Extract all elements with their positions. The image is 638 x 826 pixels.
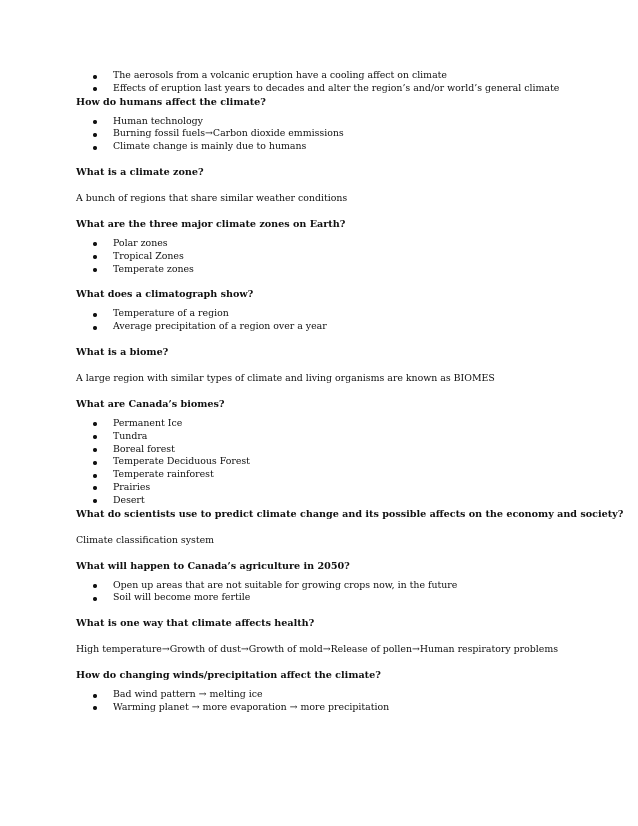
answer-climate-zone: A bunch of regions that share similar weather conditions <box>76 192 348 204</box>
list-item-text: Tundra <box>113 430 148 442</box>
list-item <box>76 116 596 129</box>
bullet-dot-icon <box>93 313 97 317</box>
answer-biome: A large region with similar types of climate and living organisms are known as BIOMES <box>76 372 495 384</box>
question-climatograph: What does a climatograph show? <box>76 289 254 301</box>
list-item <box>76 128 596 141</box>
bullet-dot-icon <box>93 706 97 710</box>
bullet-dot-icon <box>93 499 97 503</box>
list-item <box>76 251 596 264</box>
list-item <box>76 238 596 251</box>
question-predict-climate-change: What do scientists use to predict climate change and its possible affects on the economy and society? <box>76 508 624 520</box>
bullet-dot-icon <box>93 422 97 426</box>
question-biome: What is a biome? <box>76 346 169 358</box>
biomes-bullet-list <box>76 418 596 508</box>
question-climate-health: What is one way that climate affects health? <box>76 618 315 630</box>
intro-bullet-list <box>76 70 596 96</box>
bullet-dot-icon <box>93 242 97 246</box>
list-item-text: Polar zones <box>113 237 168 249</box>
answer-climate-health: High temperature→Growth of dust→Growth of mold→Release of pollen→Human respiratory problems <box>76 644 559 656</box>
list-item-text: Boreal forest <box>113 443 175 455</box>
list-item-text: Temperate Deciduous Forest <box>113 456 250 468</box>
list-item <box>76 689 596 702</box>
list-item <box>76 308 596 321</box>
list-item <box>76 456 596 469</box>
list-item-text: The aerosols from a volcanic eruption have a cooling affect on climate <box>113 70 447 81</box>
list-item <box>76 482 596 495</box>
list-item <box>76 321 596 334</box>
bullet-dot-icon <box>93 694 97 698</box>
list-item <box>76 264 596 277</box>
list-item <box>76 83 596 96</box>
question-humans-affect-climate: How do humans affect the climate? <box>76 96 266 108</box>
list-item <box>76 592 596 605</box>
bullet-dot-icon <box>93 474 97 478</box>
list-item-text: Burning fossil fuels→Carbon dioxide emmissions <box>113 128 344 140</box>
question-canada-biomes: What are Canada’s biomes? <box>76 398 225 410</box>
list-item <box>76 702 596 715</box>
bullet-dot-icon <box>93 435 97 439</box>
bullet-dot-icon <box>93 584 97 588</box>
list-item <box>76 141 596 154</box>
bullet-dot-icon <box>93 461 97 465</box>
list-item <box>76 580 596 593</box>
list-item <box>76 469 596 482</box>
list-item-text: Average precipitation of a region over a year <box>113 321 327 333</box>
document-page <box>76 70 624 715</box>
bullet-dot-icon <box>93 133 97 137</box>
climatograph-bullet-list <box>76 308 596 334</box>
list-item-text: Bad wind pattern → melting ice <box>113 689 263 701</box>
winds-bullet-list <box>76 689 596 715</box>
list-item-text: Temperate zones <box>113 263 194 275</box>
list-item-text: Permanent Ice <box>113 417 183 429</box>
list-item-text: Temperature of a region <box>113 308 229 320</box>
bullet-dot-icon <box>93 326 97 330</box>
list-item-text: Tropical Zones <box>113 250 184 262</box>
list-item <box>76 431 596 444</box>
list-item <box>76 495 596 508</box>
bullet-dot-icon <box>93 75 97 79</box>
list-item-text: Open up areas that are not suitable for growing crops now, in the future <box>113 579 458 591</box>
list-item-text: Desert <box>113 494 145 506</box>
question-agriculture-2050: What will happen to Canada’s agriculture in 2050? <box>76 560 350 572</box>
bullet-dot-icon <box>93 597 97 601</box>
answer-predict-climate-change: Climate classification system <box>76 534 215 546</box>
bullet-dot-icon <box>93 268 97 272</box>
zones-bullet-list <box>76 238 596 276</box>
bullet-dot-icon <box>93 448 97 452</box>
list-item-text: Soil will become more fertile <box>113 592 251 604</box>
bullet-dot-icon <box>93 87 97 91</box>
bullet-dot-icon <box>93 486 97 490</box>
list-item-text: Human technology <box>113 115 203 127</box>
humans-bullet-list <box>76 116 596 154</box>
list-item <box>76 444 596 457</box>
list-item-text: Prairies <box>113 481 151 493</box>
list-item-text: Warming planet → more evaporation → more precipitation <box>113 701 390 713</box>
list-item-text: Temperate rainforest <box>113 469 214 481</box>
question-three-climate-zones: What are the three major climate zones on Earth? <box>76 218 346 230</box>
bullet-dot-icon <box>93 146 97 150</box>
list-item-text: Climate change is mainly due to humans <box>113 141 307 153</box>
question-winds-precipitation: How do changing winds/precipitation affect the climate? <box>76 670 381 682</box>
list-item <box>76 70 596 83</box>
agriculture-bullet-list <box>76 580 596 606</box>
question-climate-zone: What is a climate zone? <box>76 166 204 178</box>
list-item-text: Effects of eruption last years to decades and alter the region’s and/or world’s general climate <box>113 82 560 94</box>
bullet-dot-icon <box>93 120 97 124</box>
bullet-dot-icon <box>93 255 97 259</box>
list-item <box>76 418 596 431</box>
